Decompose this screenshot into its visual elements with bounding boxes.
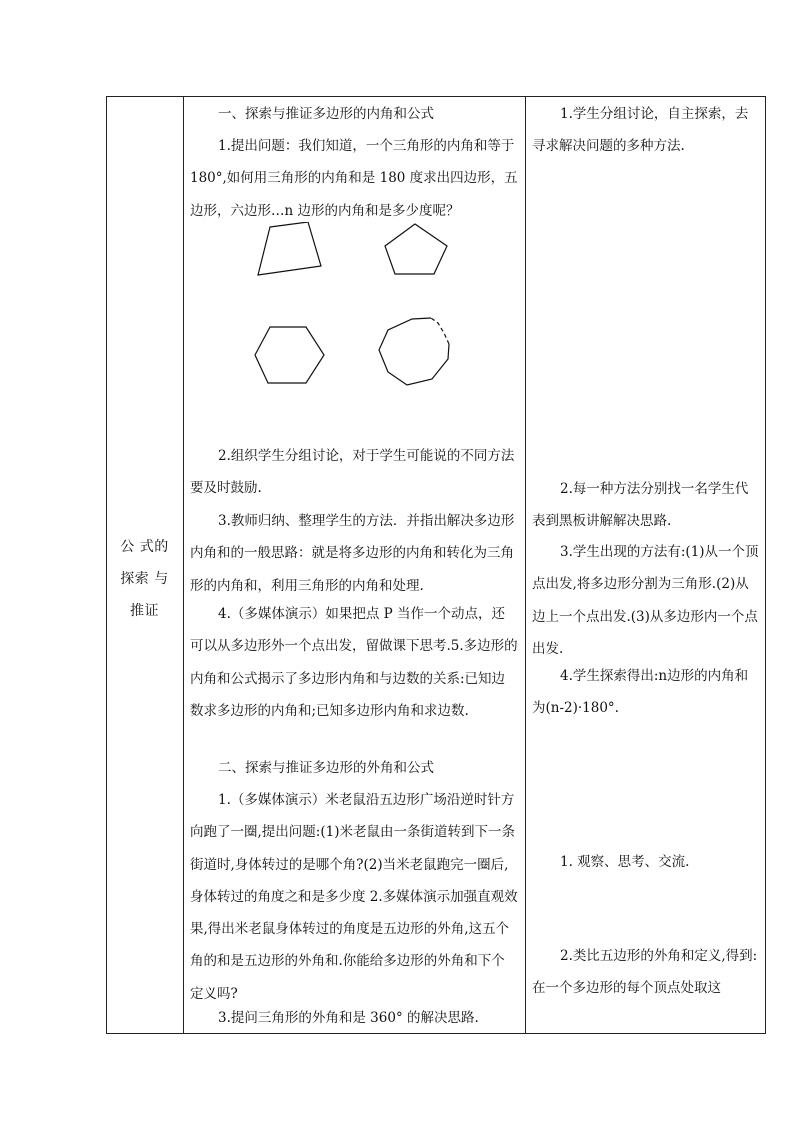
student-present: 2.每一种方法分别找一名学生代表到黑板讲解解决思路. [532,481,749,530]
student-discussion: 1.学生分组讨论，自主探索，去寻求解决问题的多种方法. [532,106,749,155]
section1-title: 一、探索与推证多边形的内角和公式 [218,106,434,122]
student-definition: 2.类比五边形的外角和定义,得到:在一个多边形的每个顶点处取这 [532,948,758,997]
section2-title: 二、探索与推证多边形的外角和公式 [218,760,434,776]
student-observe: 1. 观察、思考、交流. [560,854,690,870]
column-divider-1 [183,96,184,1034]
summary-paragraph: 3.教师归纳、整理学生的方法．并指出解决多边形内角和的一般思路：就是将多边形的内角和转化为三角形的内角和，利用三角形的内角和处理. [190,513,515,594]
left-column [106,96,183,1034]
exterior-question-paragraph: 3.提问三角形的外角和是 360° 的解决思路. [218,1010,479,1026]
multimedia-paragraph: 4.（多媒体演示）如果把点 P 当作一个动点，还可以从多边形外一个点出发，留做课下思考.5.多边形的内角和公式揭示了多边形内角和与边数的关系:已知边数求多边形的内角和;已知多边形内角和求边数. [190,606,518,719]
heptagon-dashed-edge [431,318,449,344]
student-methods: 3.学生出现的方法有:(1)从一个顶点出发,将多边形分割为三角形.(2)从边上一个点出发.(3)从多边形内一个点出发. [532,544,759,657]
column-divider-2 [525,96,526,1034]
mickey-paragraph: 1.（多媒体演示）米老鼠沿五边形广场沿逆时针方向跑了一圈,提出问题:(1)米老鼠由一条街道转到下一条街道时,身体转过的是哪个角?(2)当米老鼠跑完一圈后,身体转过的角度之和是多少度 2.多媒体演示加强直观效果,得出米老鼠身体转过的角度是五边形的外角,这五个角的和是五边形的外角和.你能给多边形的外角和下个定义吗? [190,792,518,1002]
polygons-svg [248,222,468,392]
heptagon-shape [379,318,449,385]
section-label: 公 式的探索 与推证 [120,539,169,619]
polygon-figures [248,222,468,396]
question-paragraph: 1.提出问题：我们知道，一个三角形的内角和等于 180°,如何用三角形的内角和是 180 度求出四边形，五边形，六边形…n 边形的内角和是多少度呢？ [190,138,519,219]
quadrilateral-shape [258,222,321,275]
pentagon-shape [385,224,447,274]
discussion-paragraph: 2.组织学生分组讨论，对于学生可能说的不同方法要及时鼓励. [190,448,515,497]
student-conclusion: 4.学生探索得出:n边形的内角和为(n-2)·180°. [532,668,749,717]
hexagon-shape [255,327,324,383]
